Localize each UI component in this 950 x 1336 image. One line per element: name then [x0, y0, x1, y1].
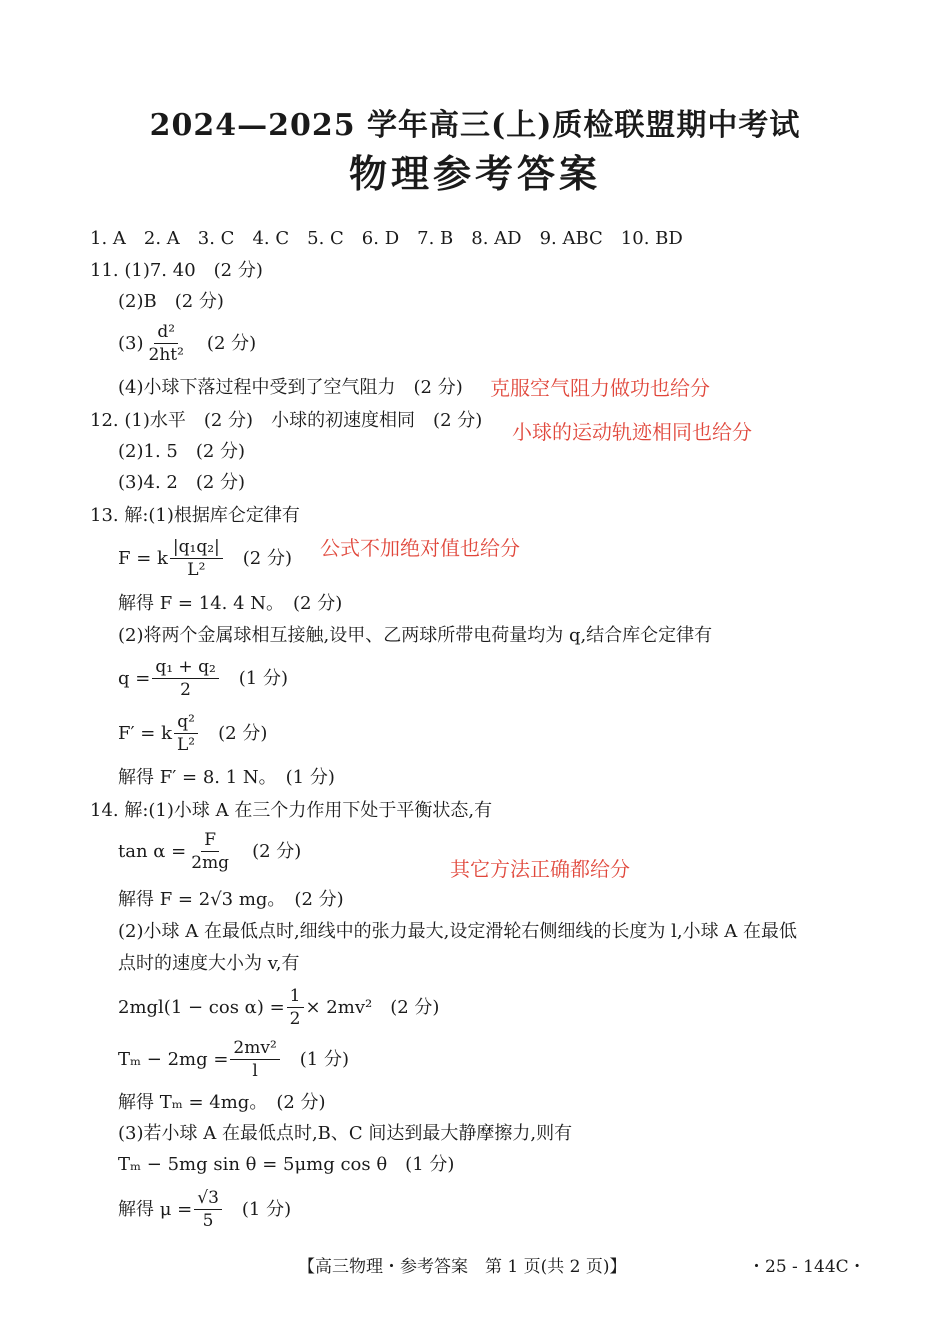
grading-note-4: 其它方法正确都给分: [450, 857, 630, 881]
q14-t-fraction: [230, 1038, 279, 1081]
q11-part1: 11. (1)7. 40 (2 分): [90, 260, 263, 281]
q13-q-numerator: q₁ + q₂: [152, 657, 218, 679]
q14-part2-text-1: (2)小球 A 在最低点时,细线中的张力最大,设定滑轮右侧细线的长度为 l,小球 A 在最低: [118, 921, 798, 942]
q13-fp-denominator: L²: [177, 735, 196, 755]
q14-tan-denominator: 2mg: [191, 853, 230, 873]
q13-fp-score: (2 分): [218, 722, 268, 744]
q14-mu-result: [118, 1188, 291, 1231]
q14-mu-denominator: 5: [202, 1211, 214, 1231]
q13-fp-numerator: q²: [174, 712, 198, 734]
q14-e-numerator: 1: [287, 986, 304, 1008]
q13-part2-text: (2)将两个金属球相互接触,设甲、乙两球所带电荷量均为 q,结合库仑定律有: [118, 625, 713, 646]
footer-code: ・25 - 144C・: [748, 1257, 866, 1277]
q14-t-lhs: Tₘ − 2mg =: [118, 1048, 229, 1070]
q12-part3: (3)4. 2 (2 分): [118, 472, 246, 493]
q13-eq-denominator: L²: [187, 560, 206, 580]
q14-result-2: 解得 Tₘ = 4mg。 (2 分): [118, 1092, 326, 1113]
q14-part3-text: (3)若小球 A 在最低点时,B、C 间达到最大静摩擦力,则有: [118, 1123, 573, 1144]
q13-result-1: 解得 F = 14. 4 N。 (2 分): [118, 593, 343, 614]
choice-answers: 1. A 2. A 3. C 4. C 5. C 6. D 7. B 8. AD 9. ABC 10. BD: [90, 228, 683, 249]
q14-t-score: (1 分): [299, 1048, 349, 1070]
exam-title: 2024—2025 学年高三(上)质检联盟期中考试: [149, 108, 801, 143]
q14-e-denominator: 2: [289, 1009, 301, 1029]
q13-new-force-equation: [118, 712, 267, 755]
q11-fraction-denominator: 2ht²: [148, 345, 184, 365]
q13-fp-fraction: [174, 712, 198, 755]
q14-friction-equation: Tₘ − 5mg sin θ = 5μmg cos θ (1 分): [118, 1154, 455, 1175]
q14-t-denominator: l: [252, 1061, 258, 1081]
q11-part2: (2)B (2 分): [118, 291, 224, 312]
q11-part3: [118, 322, 256, 365]
q14-energy-equation: [118, 986, 439, 1029]
q14-e-lhs: 2mgl(1 − cos α) =: [118, 996, 285, 1018]
q13-eq-numerator: |q₁q₂|: [170, 537, 223, 559]
q11-part3-score: (2 分): [206, 332, 257, 354]
q11-part3-prefix: (3): [118, 332, 144, 354]
q14-mu-lhs: 解得 μ =: [118, 1198, 193, 1220]
q14-tension-equation: [118, 1038, 349, 1081]
grading-note-2: 小球的运动轨迹相同也给分: [512, 420, 752, 444]
q14-e-fraction: [287, 986, 304, 1029]
q14-mu-fraction: [194, 1188, 222, 1231]
q12-part2: (2)1. 5 (2 分): [118, 441, 246, 462]
q14-tan-numerator: F: [201, 830, 219, 852]
q11-fraction-numerator: d²: [154, 322, 178, 344]
q13-q-score: (1 分): [238, 667, 288, 689]
q14-result-1: 解得 F = 2√3 mg。 (2 分): [118, 889, 344, 910]
q14-mu-numerator: √3: [194, 1188, 222, 1210]
q14-part2-text-2: 点时的速度大小为 v,有: [118, 953, 300, 974]
q13-coulomb-equation: [118, 537, 292, 580]
q14-tan-score: (2 分): [252, 840, 302, 862]
q14-heading: 14. 解:(1)小球 A 在三个力作用下处于平衡状态,有: [90, 800, 493, 821]
q14-tan-lhs: tan α =: [118, 840, 187, 862]
q13-eq-fraction: [170, 537, 223, 580]
q13-eq-score: (2 分): [242, 547, 292, 569]
q14-tan-fraction: [188, 830, 232, 873]
grading-note-1: 克服空气阻力做功也给分: [490, 376, 710, 400]
q14-mu-score: (1 分): [241, 1198, 292, 1220]
q12-part1: 12. (1)水平 (2 分) 小球的初速度相同 (2 分): [90, 410, 483, 431]
q13-q-lhs: q =: [118, 667, 151, 689]
q13-result-2: 解得 F′ = 8. 1 N。 (1 分): [118, 767, 335, 788]
q13-eq-lhs: F = k: [118, 547, 168, 569]
q14-tan-equation: [118, 830, 301, 873]
grading-note-3: 公式不加绝对值也给分: [320, 536, 520, 560]
doc-title: 物理参考答案: [348, 151, 601, 196]
footer-page-info: 【高三物理・参考答案 第 1 页(共 2 页)】: [298, 1257, 627, 1277]
q13-charge-equation: [118, 657, 288, 700]
q14-e-rhs: × 2mv²: [305, 996, 373, 1018]
q13-q-denominator: 2: [180, 680, 191, 700]
q13-heading: 13. 解:(1)根据库仑定律有: [90, 505, 300, 526]
q13-q-fraction: [152, 657, 218, 700]
q14-t-numerator: 2mv²: [230, 1038, 279, 1060]
q11-part4: (4)小球下落过程中受到了空气阻力 (2 分): [118, 377, 463, 398]
q14-e-score: (2 分): [390, 996, 440, 1018]
q11-fraction: [146, 322, 187, 365]
q13-fp-lhs: F′ = k: [118, 722, 173, 744]
